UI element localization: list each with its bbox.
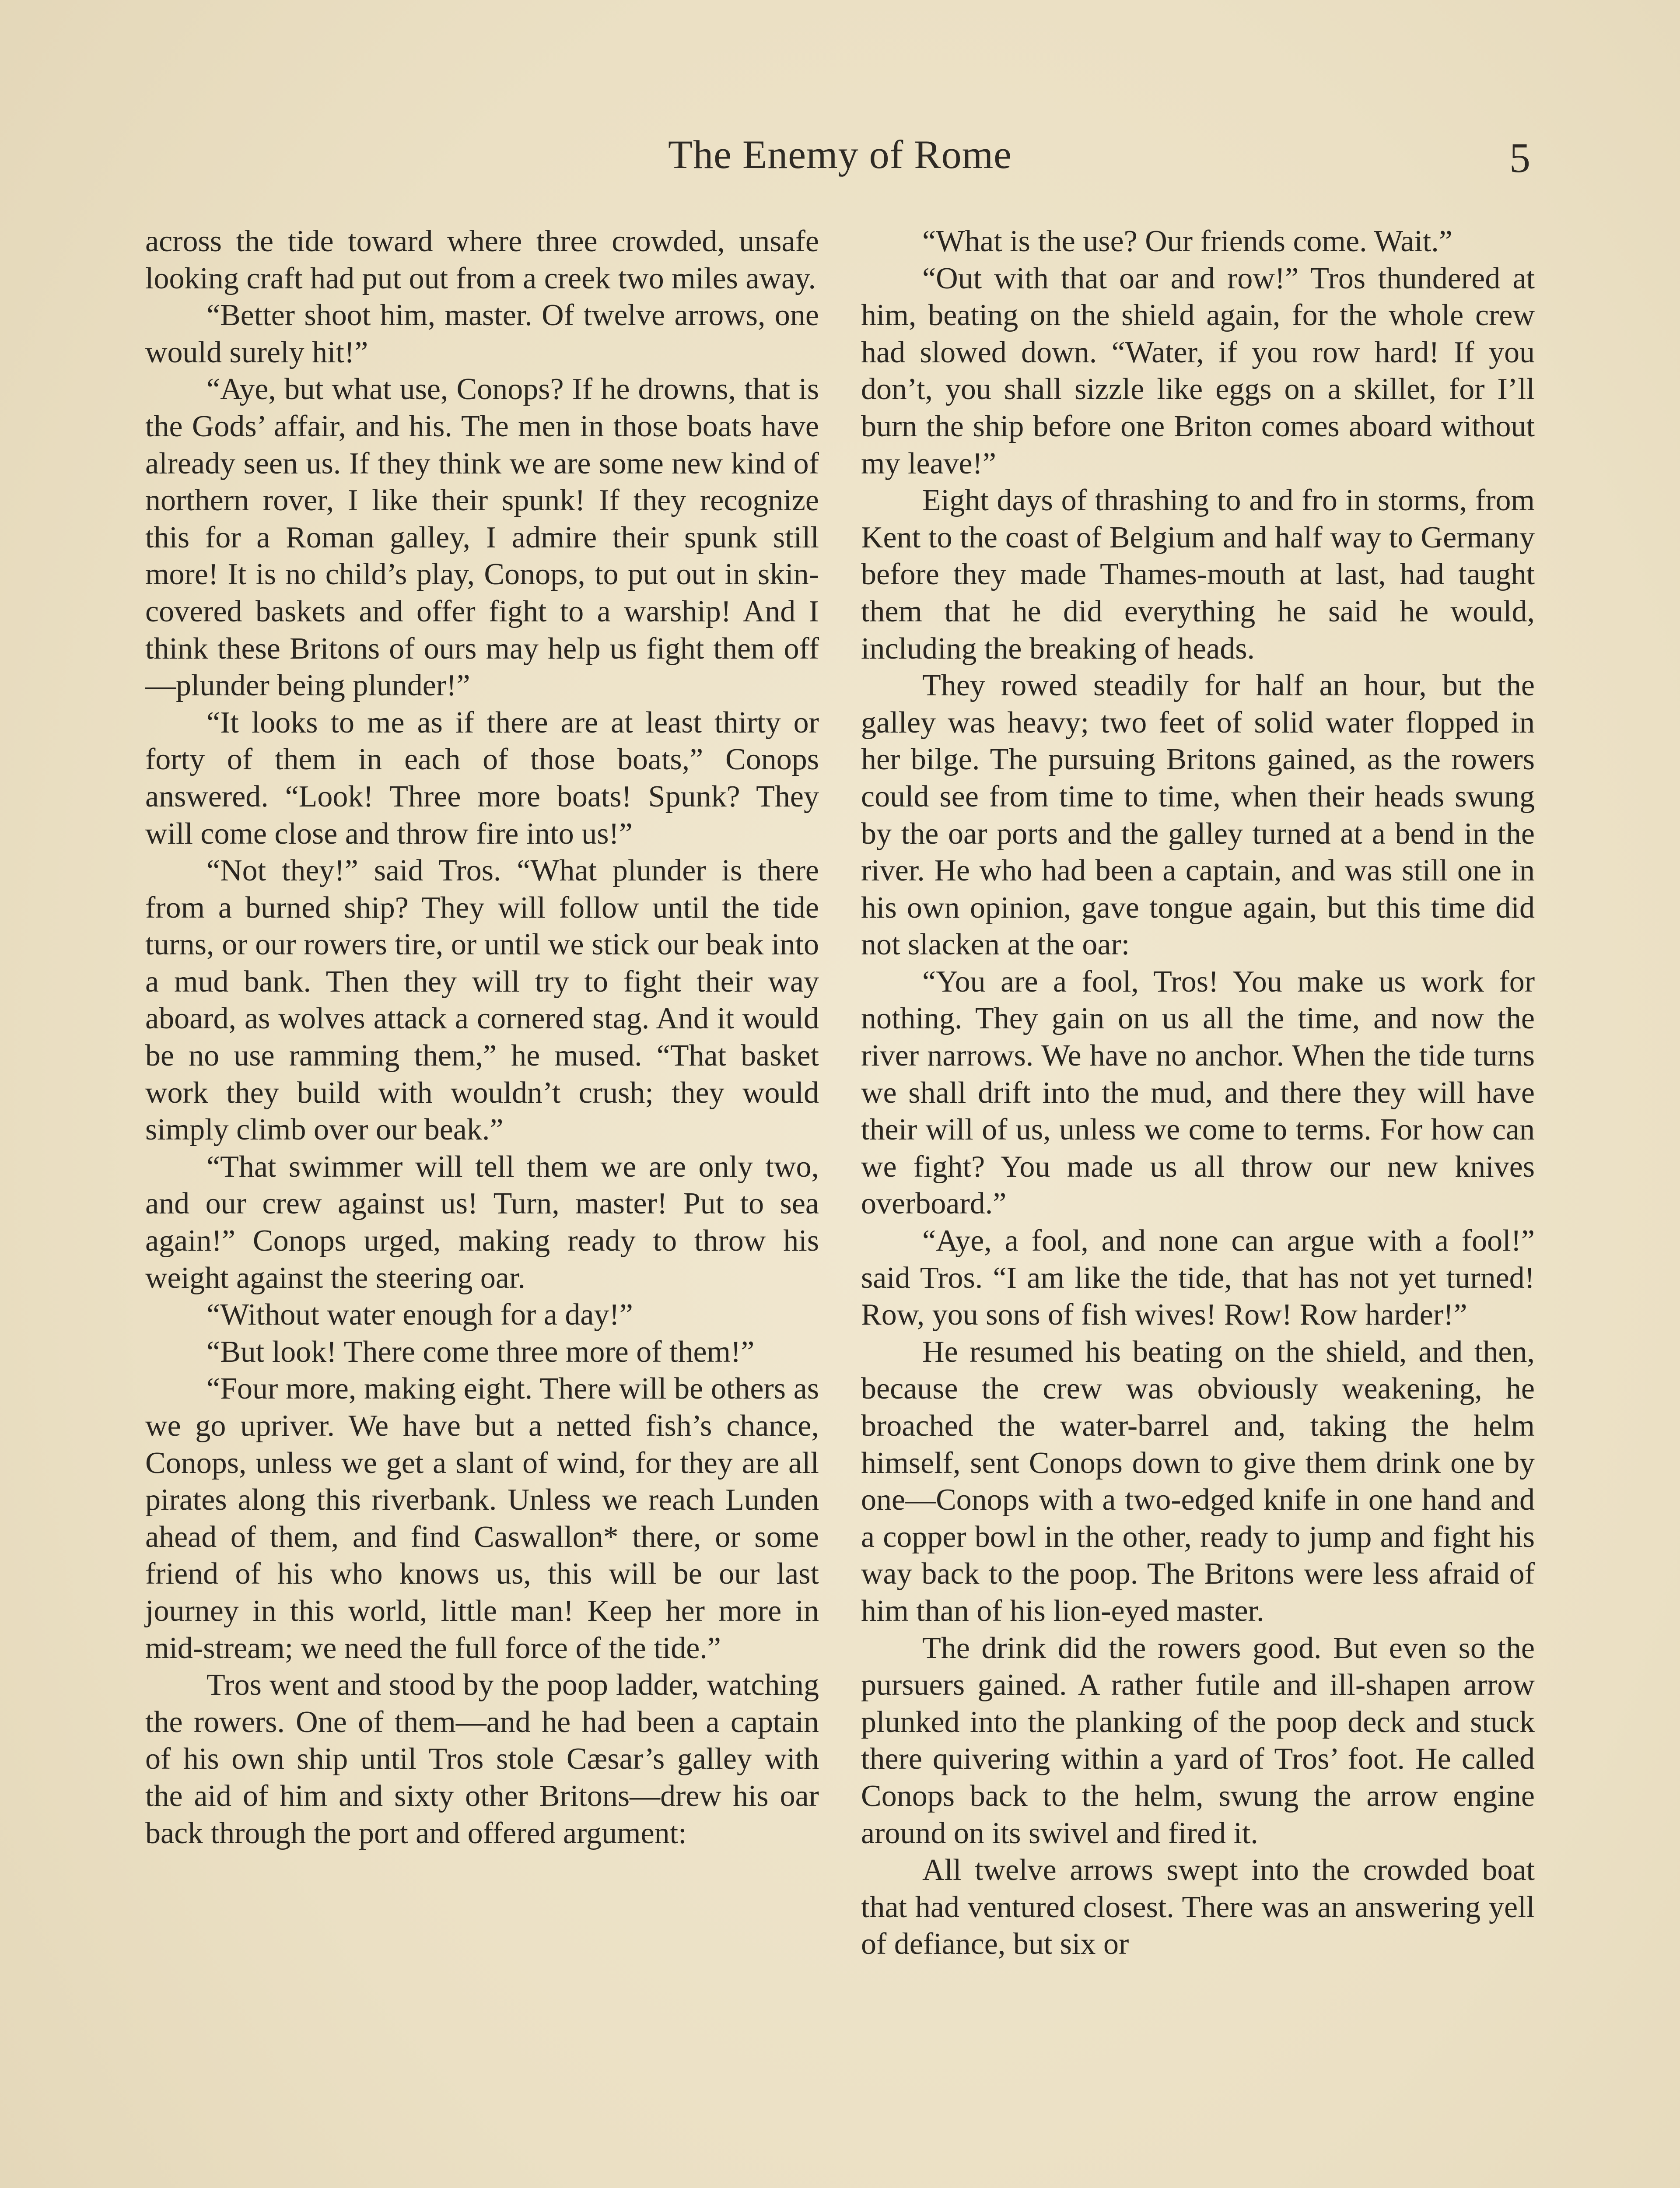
paragraph: He resumed his beating on the shield, and then, because the crew was obviously weakening, he broached the water-barrel and, taking the helm himself, sent Conops down to give them drink one by one—Conops with a two-edged knife in one hand and a copper bowl in the other, ready to jump and fight his way back to the poop. The Britons were less afraid of him than of his lion-eyed master. [861, 1335, 1535, 1628]
paragraph: They rowed steadily for half an hour, but the galley was heavy; two feet of solid water flopped in her bilge. The pursuing Britons gained, as the rowers could see from time to time, when their heads swung by the oar ports and the galley turned at a bend in the river. He who had been a captain, and was still one in his own opinion, gave tongue again, but this time did not slacken at the oar: [861, 669, 1535, 962]
paragraph: across the tide toward where three crowded, unsafe looking craft had put out from a creek two miles away. [145, 224, 819, 295]
right-column [861, 223, 1535, 1963]
paragraph: All twelve arrows swept into the crowded boat that had ventured closest. There was an answering yell of defiance, but six or [861, 1853, 1535, 1961]
paragraph: “Better shoot him, master. Of twelve arrows, one would surely hit!” [145, 298, 819, 369]
paragraph: “But look! There come three more of them!” [206, 1335, 755, 1369]
left-column [145, 223, 819, 1852]
paragraph: “Aye, a fool, and none can argue with a fool!” said Tros. “I am like the tide, that has not yet turned! Row, you sons of fish wives! Row! Row harder!” [861, 1224, 1535, 1332]
paragraph: “Without water enough for a day!” [206, 1298, 633, 1332]
running-head-title: The Enemy of Rome [668, 132, 1012, 177]
paragraph: Eight days of thrashing to and fro in storms, from Kent to the coast of Belgium and half way to Germany before they made Thames-mouth at last, had taught them that he did everything he said he would, including the breaking of heads. [861, 484, 1535, 666]
paragraph: “You are a fool, Tros! You make us work for nothing. They gain on us all the time, and now the river narrows. We have no anchor. When the tide turns we shall drift into the mud, and there they will have their will of us, unless we come to terms. For how can we fight? You made us all throw our new knives overboard.” [861, 964, 1535, 1221]
paragraph: “Aye, but what use, Conops? If he drowns, that is the Gods’ affair, and his. The men in those boats have already seen us. If they think we are some new kind of northern rover, I like their spunk! If they recognize this for a Roman galley, I admire their spunk still more! It is no child’s play, Conops, to put out in skin-covered baskets and offer fight to a warship! And I think these Britons of ours may help us fight them off—plunder being plunder!” [145, 372, 819, 703]
paragraph: “That swimmer will tell them we are only two, and our crew against us! Turn, master! Put to sea again!” Conops urged, making ready to throw his weight against the steering oar. [145, 1150, 819, 1295]
page-number: 5 [1509, 134, 1530, 181]
paragraph: “Four more, making eight. There will be others as we go upriver. We have but a netted fish’s chance, Conops, unless we get a slant of wind, for they are all pirates along this riverbank. Unless we reach Lunden ahead of them, and find Caswallon* there, or some friend of his who knows us, this will be our last journey in this world, little man! Keep her more in mid-stream; we need the full force of the tide.” [145, 1372, 819, 1665]
paragraph: “What is the use? Our friends come. Wait.” [922, 224, 1452, 258]
paragraph: Tros went and stood by the poop ladder, watching the rowers. One of them—and he had been a captain of his own ship until Tros stole Cæsar’s galley with the aid of him and sixty other Britons—drew his oar back through the port and offered argument: [145, 1668, 819, 1850]
paragraph: “It looks to me as if there are at least thirty or forty of them in each of those boats,” Conops answered. “Look! Three more boats! Spunk? They will come close and throw fire into us!” [145, 705, 819, 851]
paragraph: The drink did the rowers good. But even so the pursuers gained. A rather futile and ill-shapen arrow plunked into the planking of the poop deck and stuck there quivering within a yard of Tros’ foot. He called Conops back to the helm, swung the arrow engine around on its swivel and fired it. [861, 1631, 1535, 1850]
paragraph: “Out with that oar and row!” Tros thundered at him, beating on the shield again, for the whole crew had slowed down. “Water, if you row hard! If you don’t, you shall sizzle like eggs on a skillet, for I’ll burn the ship before one Briton comes aboard without my leave!” [861, 261, 1535, 480]
paragraph: “Not they!” said Tros. “What plunder is there from a burned ship? They will follow until the tide turns, or our rowers tire, or until we stick our beak into a mud bank. Then they will try to fight their way aboard, as wolves attack a cornered stag. And it would be no use ramming them,” he mused. “That basket work they build with wouldn’t crush; they would simply climb over our beak.” [145, 854, 819, 1147]
